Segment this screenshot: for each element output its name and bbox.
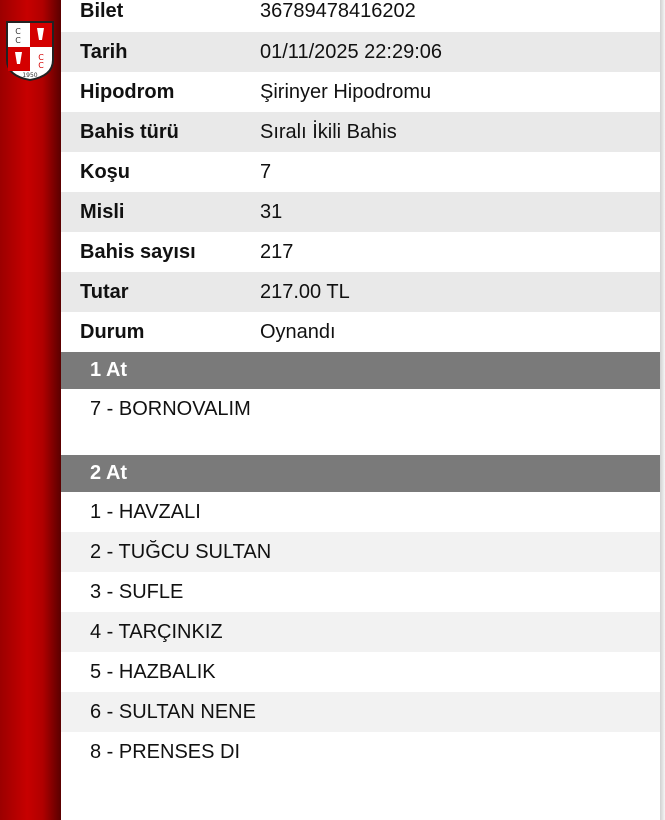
svg-text:1950: 1950 — [22, 72, 38, 79]
sidebar — [0, 0, 61, 820]
horse-item: 2 - TUĞCU SULTAN — [61, 532, 660, 572]
detail-row — [61, 32, 660, 72]
detail-label: Koşu — [80, 160, 130, 183]
detail-row — [61, 312, 660, 352]
horse-item: 4 - TARÇINKIZ — [61, 612, 660, 652]
section-spacer — [61, 429, 660, 455]
detail-value: 217.00 TL — [260, 280, 350, 303]
detail-value: 31 — [260, 200, 283, 223]
detail-value: 01/11/2025 22:29:06 — [260, 40, 443, 63]
detail-value: 7 — [260, 160, 272, 183]
section-header: 1 At — [61, 352, 660, 389]
detail-label: Misli — [80, 200, 125, 223]
horse-item: 8 - PRENSES DI — [90, 740, 241, 763]
horse-item: 1 - HAVZALI — [90, 500, 201, 523]
detail-label: Tarih — [80, 40, 128, 63]
horse-item: 5 - HAZBALIK — [90, 660, 216, 683]
detail-value: Sıralı İkili Bahis — [260, 120, 397, 143]
detail-label: Tutar — [80, 280, 129, 303]
detail-label: Bahis sayısı — [80, 240, 196, 263]
detail-label: Hipodrom — [80, 80, 175, 103]
horse-item: 3 - SUFLE — [90, 580, 184, 603]
detail-value: Oynandı — [260, 320, 336, 343]
detail-row — [61, 72, 660, 112]
ticket-details — [61, 0, 660, 772]
detail-row — [61, 232, 660, 272]
detail-row — [61, 0, 660, 32]
svg-text:C: C — [38, 61, 44, 70]
detail-row — [61, 192, 660, 232]
detail-label: Durum — [80, 320, 145, 343]
club-logo — [4, 20, 56, 82]
detail-row — [61, 272, 660, 312]
svg-text:C: C — [15, 27, 21, 36]
section-header: 2 At — [61, 455, 660, 492]
detail-row — [61, 152, 660, 192]
detail-label: Bahis türü — [80, 120, 179, 143]
detail-value: 217 — [260, 240, 294, 263]
detail-value: Şirinyer Hipodromu — [260, 80, 432, 103]
detail-label: Bilet — [80, 0, 124, 22]
detail-value: 36789478416202 — [260, 0, 416, 22]
detail-row — [61, 112, 660, 152]
horse-item: 6 - SULTAN NENE — [61, 692, 660, 732]
right-edge — [660, 0, 665, 820]
svg-text:C: C — [15, 36, 21, 45]
horse-item: 7 - BORNOVALIM — [90, 397, 251, 420]
svg-text:C: C — [38, 53, 44, 62]
